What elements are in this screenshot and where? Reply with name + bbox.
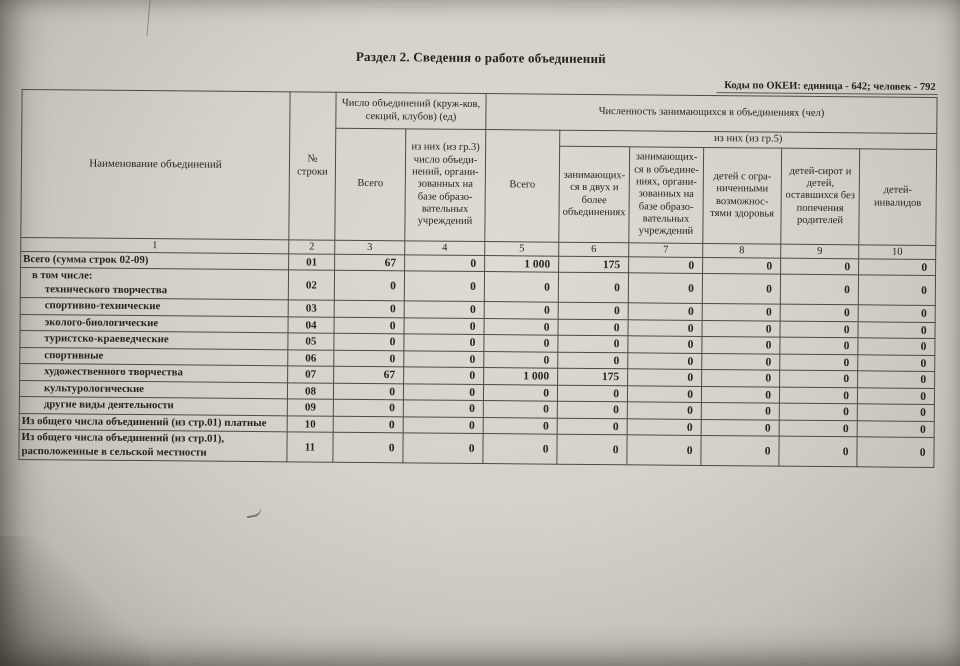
- pen-mark: [245, 507, 262, 519]
- cell-value: 0: [333, 383, 403, 400]
- cell-value: 0: [558, 303, 628, 320]
- col-number-2: 2: [289, 240, 335, 254]
- cell-value: 0: [333, 433, 403, 464]
- row-line-number: 03: [288, 300, 334, 317]
- cell-value: 0: [627, 435, 701, 466]
- row-label: [19, 430, 287, 462]
- cell-value: 0: [403, 417, 483, 434]
- cell-value: 0: [557, 435, 627, 466]
- cell-value: 0: [404, 271, 484, 302]
- cell-value: 0: [484, 318, 558, 335]
- cell-value: 0: [628, 303, 702, 320]
- header-people-total: Всего: [485, 130, 560, 243]
- header-people-group: Численность занимающихся в объединениях (чел): [486, 94, 937, 134]
- cell-value: 0: [628, 369, 702, 386]
- cell-value: 0: [558, 319, 628, 336]
- cell-value: 0: [334, 350, 404, 367]
- okei-codes-note: Коды по ОКЕИ: единица - 642; человек - 792: [716, 80, 938, 95]
- cell-value: 0: [334, 301, 404, 318]
- row-line-number: 06: [288, 350, 334, 367]
- header-name: Наименование объединений: [21, 90, 290, 240]
- row-label-text: эколого-биологические: [44, 316, 159, 330]
- cell-value: 0: [857, 421, 934, 438]
- cell-value: 0: [779, 387, 857, 404]
- cell-value: 0: [703, 257, 781, 274]
- cell-value: 0: [857, 437, 934, 468]
- cell-value: 0: [484, 302, 558, 319]
- row-label-text: технического творчества: [44, 283, 168, 297]
- row-line-number: 11: [287, 432, 333, 462]
- cell-value: 0: [333, 400, 403, 417]
- row-label-text: Из общего числа объединений (из стр.01) платные: [21, 414, 267, 429]
- row-line-number: 05: [288, 333, 334, 350]
- cell-value: 0: [702, 320, 780, 337]
- cell-value: 0: [781, 258, 859, 275]
- row-line-number: 01: [289, 254, 335, 271]
- cell-value: 0: [702, 304, 780, 321]
- cell-value: 0: [334, 317, 404, 334]
- row-label-text: другие виды деятельности: [43, 398, 174, 412]
- cell-value: 0: [701, 436, 779, 467]
- cell-value: 67: [335, 254, 405, 271]
- row-line-number: 08: [287, 383, 333, 400]
- desk-shadow: [0, 536, 150, 666]
- row-label-text: спортивные: [44, 349, 104, 362]
- cell-value: 1 000: [484, 368, 558, 385]
- header-col-invalids: детей- инвалидов: [859, 149, 937, 246]
- cell-value: 0: [628, 336, 702, 353]
- document-page: [18, 46, 940, 468]
- cell-value: 0: [701, 419, 779, 436]
- row-line-number: 09: [287, 399, 333, 416]
- cell-value: 0: [857, 388, 934, 405]
- cell-value: 0: [404, 367, 484, 384]
- cell-value: 0: [334, 271, 404, 302]
- row-label-text: спортивно-технические: [44, 299, 161, 313]
- cell-value: 0: [780, 321, 858, 338]
- paper-edge: [146, 0, 150, 36]
- cell-value: 0: [558, 273, 628, 304]
- cell-value: 1 000: [485, 256, 559, 273]
- col-number-3: 3: [335, 240, 405, 255]
- cell-value: 0: [484, 335, 558, 352]
- col-number-4: 4: [405, 241, 485, 256]
- cell-value: 0: [404, 351, 484, 368]
- col-number-1: 1: [21, 237, 289, 253]
- row-label-text: культурологические: [43, 382, 145, 395]
- cell-value: 0: [780, 338, 858, 355]
- cell-value: 0: [558, 336, 628, 353]
- row-label-text: Из общего числа объединений (из стр.01), расположенные в сельской местности: [21, 431, 225, 459]
- header-col-orphans: детей-сирот и детей, оставшихся без попечения родителей: [781, 148, 860, 245]
- cell-value: 0: [483, 434, 557, 465]
- header-col-two-or-more: занимающих- ся в двух и более объединениях: [559, 146, 630, 243]
- cell-value: 0: [858, 275, 935, 306]
- cell-value: 0: [334, 334, 404, 351]
- header-associations-group: Число объединений (круж-ков, секций, клубов) (ед): [336, 92, 486, 129]
- cell-value: 0: [627, 402, 701, 419]
- col-number-8: 8: [703, 243, 781, 258]
- cell-value: 0: [627, 386, 701, 403]
- cell-value: 0: [701, 386, 779, 403]
- cell-value: 0: [557, 385, 627, 402]
- cell-value: 0: [333, 416, 403, 433]
- cell-value: 0: [780, 305, 858, 322]
- cell-value: 0: [858, 355, 935, 372]
- cell-value: 0: [627, 419, 701, 436]
- row-label-text: Всего (сумма строк 02-09): [23, 253, 149, 267]
- cell-value: 0: [779, 420, 857, 437]
- cell-value: 0: [558, 352, 628, 369]
- cell-value: 0: [483, 417, 557, 434]
- row-line-number: 10: [287, 416, 333, 433]
- row-line-number: 07: [288, 366, 334, 383]
- col-number-7: 7: [629, 243, 703, 258]
- col-number-9: 9: [781, 244, 859, 259]
- associations-table: [18, 89, 937, 468]
- cell-value: 0: [701, 403, 779, 420]
- header-people-of-which: из них (из гр.5): [560, 130, 937, 149]
- cell-value: 0: [628, 273, 702, 304]
- cell-value: 0: [484, 272, 558, 303]
- cell-value: 0: [629, 257, 703, 274]
- cell-value: 0: [780, 275, 858, 306]
- section-title: Раздел 2. Сведения о работе объединений: [355, 48, 606, 67]
- row-label-prefix: в том числе:: [31, 269, 93, 283]
- table-body: [19, 251, 936, 467]
- cell-value: 0: [628, 320, 702, 337]
- cell-value: 0: [404, 334, 484, 351]
- header-col-edu-based-people: занимающих- ся в объедине- ниях, органи- зованных на базе образо- вательных учреждений: [629, 147, 704, 244]
- cell-value: 0: [858, 305, 935, 322]
- header-assoc-total: Всего: [335, 128, 406, 241]
- cell-value: 0: [857, 404, 934, 421]
- cell-value: 0: [557, 402, 627, 419]
- cell-value: 0: [557, 418, 627, 435]
- cell-value: 0: [404, 301, 484, 318]
- cell-value: 0: [484, 351, 558, 368]
- cell-value: 0: [858, 322, 935, 339]
- cell-value: 0: [702, 353, 780, 370]
- cell-value: 0: [702, 337, 780, 354]
- row-label-text: туристско-краеведческие: [44, 332, 169, 346]
- cell-value: 175: [559, 256, 629, 273]
- cell-value: 0: [858, 371, 935, 388]
- cell-value: 0: [483, 384, 557, 401]
- cell-value: 67: [334, 367, 404, 384]
- col-number-6: 6: [559, 242, 629, 257]
- header-col-disabilities: детей с огра- ниченными возможнос- тями здоровья: [703, 147, 782, 244]
- cell-value: 0: [404, 318, 484, 335]
- header-row-number: № строки: [289, 92, 336, 240]
- cell-value: 0: [779, 403, 857, 420]
- cell-value: 0: [702, 370, 780, 387]
- cell-value: 0: [858, 338, 935, 355]
- cell-value: 0: [403, 433, 483, 464]
- cell-value: 0: [779, 436, 857, 467]
- cell-value: 0: [483, 401, 557, 418]
- cell-value: 0: [780, 371, 858, 388]
- row-line-number: 02: [288, 270, 334, 300]
- cell-value: 0: [702, 274, 780, 305]
- cell-value: 0: [405, 255, 485, 272]
- cell-value: 0: [403, 384, 483, 401]
- row-label: [20, 268, 288, 300]
- cell-value: 0: [628, 353, 702, 370]
- cell-value: 0: [780, 354, 858, 371]
- row-line-number: 04: [288, 317, 334, 334]
- header-row-1: [22, 90, 937, 134]
- col-number-10: 10: [859, 245, 936, 260]
- cell-value: 175: [558, 369, 628, 386]
- row-label-text: художественного творчества: [44, 365, 183, 379]
- header-assoc-edu-based: из них (из гр.3) число объеди- нений, органи- зованных на базе образо- вательных учреждений: [405, 129, 486, 242]
- col-number-5: 5: [485, 242, 559, 257]
- cell-value: 0: [859, 259, 936, 276]
- cell-value: 0: [403, 400, 483, 417]
